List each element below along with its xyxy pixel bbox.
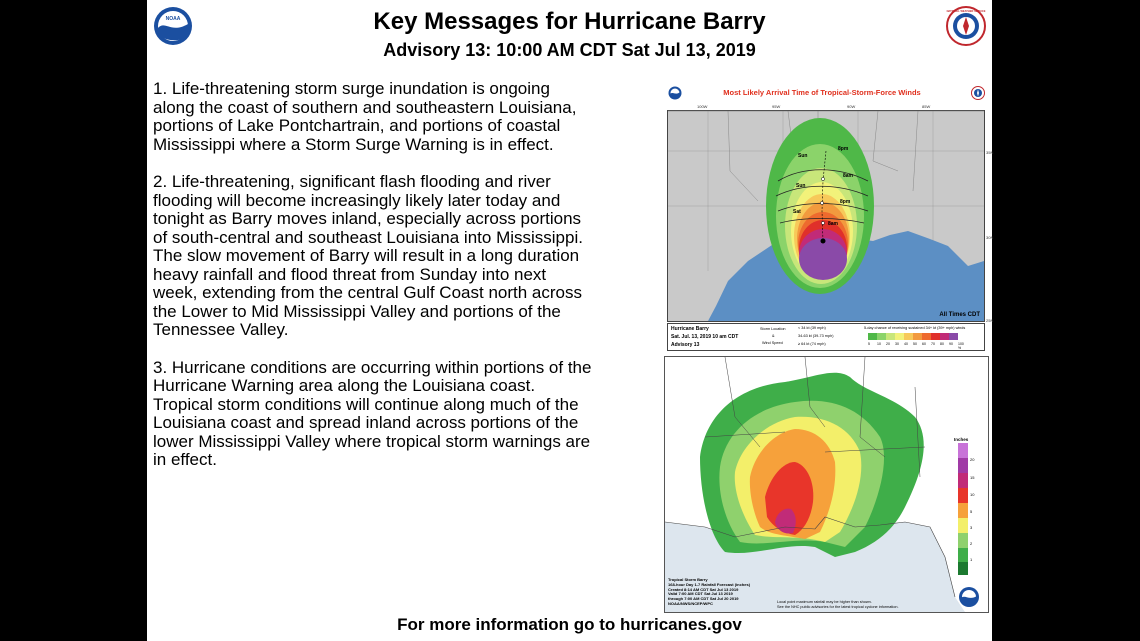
footer-link[interactable]: For more information go to hurricanes.gov: [397, 615, 742, 634]
legend-and: &: [772, 334, 775, 338]
probability-label: 100 %: [958, 342, 964, 350]
wind-map-title: Most Likely Arrival Time of Tropical-Storm-Force Winds: [723, 88, 921, 97]
caption-line: through 7:00 AM CDT Sat Jul 20 2019: [668, 596, 739, 602]
probability-swatch: [877, 333, 886, 340]
colorbar-title: Inches: [954, 437, 969, 442]
lat-tick: 30N: [986, 235, 994, 240]
probability-label: 40: [904, 342, 908, 346]
probability-label: 70: [931, 342, 935, 346]
probability-swatch: [913, 333, 922, 340]
probability-swatch: [949, 333, 958, 340]
probability-swatch: [868, 333, 877, 340]
nws-small-logo-icon: [971, 86, 985, 100]
lon-tick: 95W: [772, 104, 781, 109]
wind-map-graphic: [668, 111, 984, 321]
legend-storm-name: Hurricane Barry: [671, 326, 709, 332]
probability-swatch: [886, 333, 895, 340]
colorbar-label: 10: [970, 492, 975, 497]
lat-tick: 35N: [986, 150, 994, 155]
probability-label: 10: [877, 342, 881, 346]
key-message-1: 1. Life-threatening storm surge inundation is ongoing along the coast of southern and southeastern Louisiana, portions of Lake Pontchartrain, and portions of coastal Mississippi where a Storm Surge Warning is in effect.: [153, 79, 577, 154]
rainfall-forecast-map: [664, 356, 989, 613]
day-label: Sun: [798, 153, 808, 159]
legend-speed-ge64: ≥ 64 kt (74 mph): [798, 342, 826, 346]
storm-center-icon: [821, 239, 826, 244]
key-messages-slide: [147, 0, 992, 641]
day-label: Sat: [793, 209, 801, 215]
key-messages-list: [153, 80, 593, 489]
probability-labels: [868, 342, 967, 350]
wind-map-legend: [667, 323, 985, 351]
legend-date: Sat. Jul. 13, 2019 10 am CDT: [671, 334, 739, 340]
lon-tick: 100W: [697, 104, 708, 109]
wind-arrival-map: [664, 80, 994, 355]
advisory-subtitle: Advisory 13: 10:00 AM CDT Sat Jul 13, 2019: [383, 40, 756, 60]
wind-probability-cone: [766, 118, 874, 294]
day-label: Sun: [796, 183, 806, 189]
all-times-label: All Times CDT: [939, 312, 980, 318]
lon-tick: 85W: [922, 104, 931, 109]
caption-line: Tropical Storm Barry: [668, 577, 708, 582]
rainfall-map-caption: [668, 578, 750, 607]
rainfall-map-note: [777, 600, 899, 609]
probability-label: 90: [949, 342, 953, 346]
probability-label: 60: [922, 342, 926, 346]
probability-label: 50: [913, 342, 917, 346]
caption-line: 168-hour Day 1-7 Rainfall Forecast (inches): [668, 581, 751, 587]
noaa-logo-text: NOAA: [165, 16, 181, 22]
colorbar-label: 3: [970, 525, 973, 530]
probability-label: 20: [886, 342, 890, 346]
probability-swatches: [868, 333, 958, 340]
legend-speed-34-63: 34-63 kt (39-73 mph): [798, 334, 834, 338]
caption-line: NOAA/NWS/NCEP/WPC: [668, 600, 713, 606]
note-line: See the NHC public advisories for the latest tropical cyclone information.: [777, 604, 899, 609]
probability-swatch: [895, 333, 904, 340]
probability-label: 80: [940, 342, 944, 346]
note-line: Local point maximum rainfall may be higher than shown.: [777, 600, 872, 604]
caption-line: Created 8:14 AM CDT Sat Jul 13 2019: [668, 586, 739, 592]
probability-label: 30: [895, 342, 899, 346]
legend-storm-location: Storm Location: [760, 327, 786, 331]
noaa-small-logo-icon: [668, 86, 682, 100]
nws-logo-text: NATIONAL WEATHER SERVICE: [946, 10, 986, 13]
colorbar-label: 15: [970, 475, 975, 480]
legend-prob-title: 5-day chance of receiving sustained 34+ kt (39+ mph) winds: [864, 326, 966, 330]
day-label: 8pm: [840, 199, 851, 205]
wind-map-frame: [667, 110, 985, 322]
probability-swatch: [940, 333, 949, 340]
legend-wind-speed: Wind Speed: [762, 341, 783, 345]
probability-swatch: [931, 333, 940, 340]
legend-advisory: Advisory 13: [671, 342, 700, 348]
probability-label: 5: [868, 342, 870, 346]
lat-tick: 25N: [986, 318, 994, 323]
rainfall-map-graphic: [665, 357, 988, 612]
key-message-3: 3. Hurricane conditions are occurring within portions of the Hurricane Warning area along the Louisiana coast. Tropical storm conditions will continue along much of the Louisiana coast and spread inland across portions of the lower Mississippi Valley where tropical storm warnings are in effect.: [153, 357, 592, 469]
probability-swatch: [904, 333, 913, 340]
colorbar-label: 2: [970, 541, 973, 546]
probability-swatch: [922, 333, 931, 340]
day-label: 8am: [843, 173, 854, 179]
lon-tick: 90W: [847, 104, 856, 109]
colorbar-label: 5: [970, 509, 973, 514]
key-message-2: 2. Life-threatening, significant flash flooding and river flooding will become increasingly likely later today and tonight as Barry moves inland, especially across portions of south-central and southeast Louisiana into Mississippi. The slow movement of Barry will result in a long duration heavy rainfall and flood threat from Sunday into next week, extending from the central Gulf Coast north across the Lower to Mid Mississippi Valley and portions of the Tennessee Valley.: [153, 172, 583, 339]
caption-line: Valid 7:00 AM CDT Sat Jul 13 2019: [668, 591, 733, 597]
day-label: 8am: [828, 221, 839, 227]
rainfall-colorbar: [958, 443, 968, 575]
colorbar-label: 20: [970, 457, 975, 462]
legend-speed-lt34: < 34 kt (39 mph): [798, 326, 826, 330]
page-title: Key Messages for Hurricane Barry: [373, 8, 766, 35]
colorbar-label: 1: [970, 557, 973, 562]
day-label: 8pm: [838, 146, 849, 152]
noaa-rain-logo-icon: [958, 586, 980, 608]
